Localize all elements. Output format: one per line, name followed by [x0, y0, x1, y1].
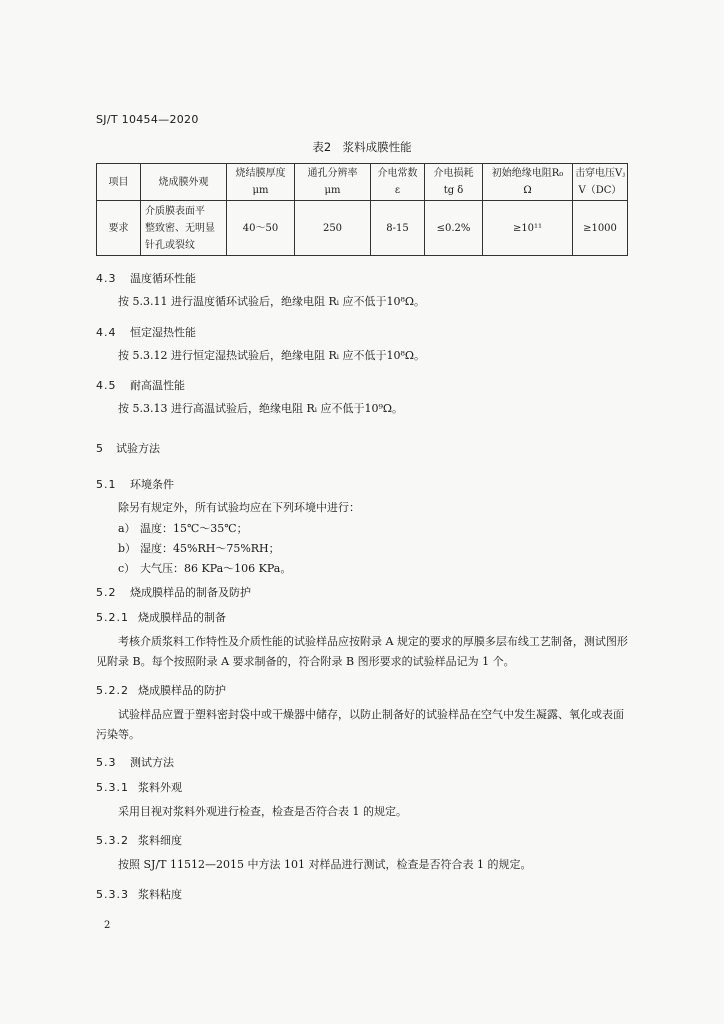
section-heading-5: 5 试验方法	[96, 442, 160, 455]
header-insulation-resistance: 初始绝缘电阻R₀ Ω	[483, 164, 573, 201]
section-text-5-1: 除另有规定外，所有试验均应在下列环境中进行：	[118, 501, 360, 514]
table-caption: 表2 浆料成膜性能	[312, 140, 412, 154]
section-text-5-3-1: 采用目视对浆料外观进行检查，检查是否符合表 1 的规定。	[118, 805, 407, 818]
page-number: 2	[104, 920, 111, 931]
header-dielectric-constant: 介电常数 ε	[371, 164, 425, 201]
section-heading-5-2-2: 5.2.2 烧成膜样品的防护	[96, 684, 226, 697]
header-dielectric-loss: 介电损耗 tg δ	[425, 164, 483, 201]
cell-breakdown-voltage: ≥1000	[573, 201, 628, 256]
section-heading-5-2: 5.2 烧成膜样品的制备及防护	[96, 586, 251, 599]
section-text-5-2-2: 试验样品应置于塑料密封袋中或干燥器中储存，以防止制备好的试验样品在空气中发生凝露、氧化或表面污染等。	[96, 708, 624, 741]
cell-thickness: 40～50	[227, 201, 295, 256]
section-text-4-4: 按 5.3.12 进行恒定湿热试验后，绝缘电阻 Rᵢ 应不低于10⁸Ω。	[118, 349, 425, 362]
section-heading-4-5: 4.5 耐高温性能	[96, 379, 185, 392]
cell-dielectric-constant: 8-15	[371, 201, 425, 256]
section-heading-5-3-3: 5.3.3 浆料粘度	[96, 888, 182, 901]
section-heading-4-4: 4.4 恒定湿热性能	[96, 326, 196, 339]
section-heading-4-3: 4.3 温度循环性能	[96, 272, 196, 285]
cell-item: 要求	[97, 201, 141, 256]
table-row	[97, 201, 628, 256]
section-heading-5-3: 5.3 测试方法	[96, 756, 174, 769]
section-text-4-5: 按 5.3.13 进行高温试验后，绝缘电阻 Rᵢ 应不低于10⁹Ω。	[118, 402, 403, 415]
cell-via-resolution: 250	[295, 201, 371, 256]
header-via-resolution: 通孔分辨率 μm	[295, 164, 371, 201]
cell-appearance: 介质膜表面平 整致密、无明显 针孔或裂纹	[141, 201, 227, 256]
table-header-row	[97, 164, 628, 201]
section-heading-5-1: 5.1 环境条件	[96, 478, 174, 491]
header-appearance: 烧成膜外观	[141, 164, 227, 201]
cell-insulation-resistance: ≥10¹¹	[483, 201, 573, 256]
section-text-5-3-2: 按照 SJ/T 11512—2015 中方法 101 对样品进行测试，检查是否符合表 1 的规定。	[118, 858, 532, 871]
list-item: a） 温度：15℃～35℃；	[118, 522, 248, 535]
cell-dielectric-loss: ≤0.2%	[425, 201, 483, 256]
section-text-5-2-1: 考核介质浆料工作特性及介质性能的试验样品应按附录 A 规定的要求的厚膜多层布线工艺制备，测试图形见附录 B。每个按照附录 A 要求制备的，符合附录 B 图形要求的试验样品记为 1 个。	[96, 635, 628, 668]
section-heading-5-2-1: 5.2.1 烧成膜样品的制备	[96, 611, 226, 624]
section-heading-5-3-2: 5.3.2 浆料细度	[96, 834, 182, 847]
film-performance-table	[96, 163, 628, 256]
section-text-4-3: 按 5.3.11 进行温度循环试验后，绝缘电阻 Rᵢ 应不低于10⁸Ω。	[118, 295, 425, 308]
standard-number: SJ/T 10454—2020	[96, 113, 199, 126]
section-heading-5-3-1: 5.3.1 浆料外观	[96, 781, 182, 794]
header-breakdown-voltage: 击穿电压Vⱼ V（DC）	[573, 164, 628, 201]
list-item: c） 大气压：86 KPa～106 KPa。	[118, 562, 292, 575]
header-item: 项目	[97, 164, 141, 201]
header-thickness: 烧结膜厚度 μm	[227, 164, 295, 201]
list-item: b） 湿度：45%RH～75%RH；	[118, 542, 280, 555]
